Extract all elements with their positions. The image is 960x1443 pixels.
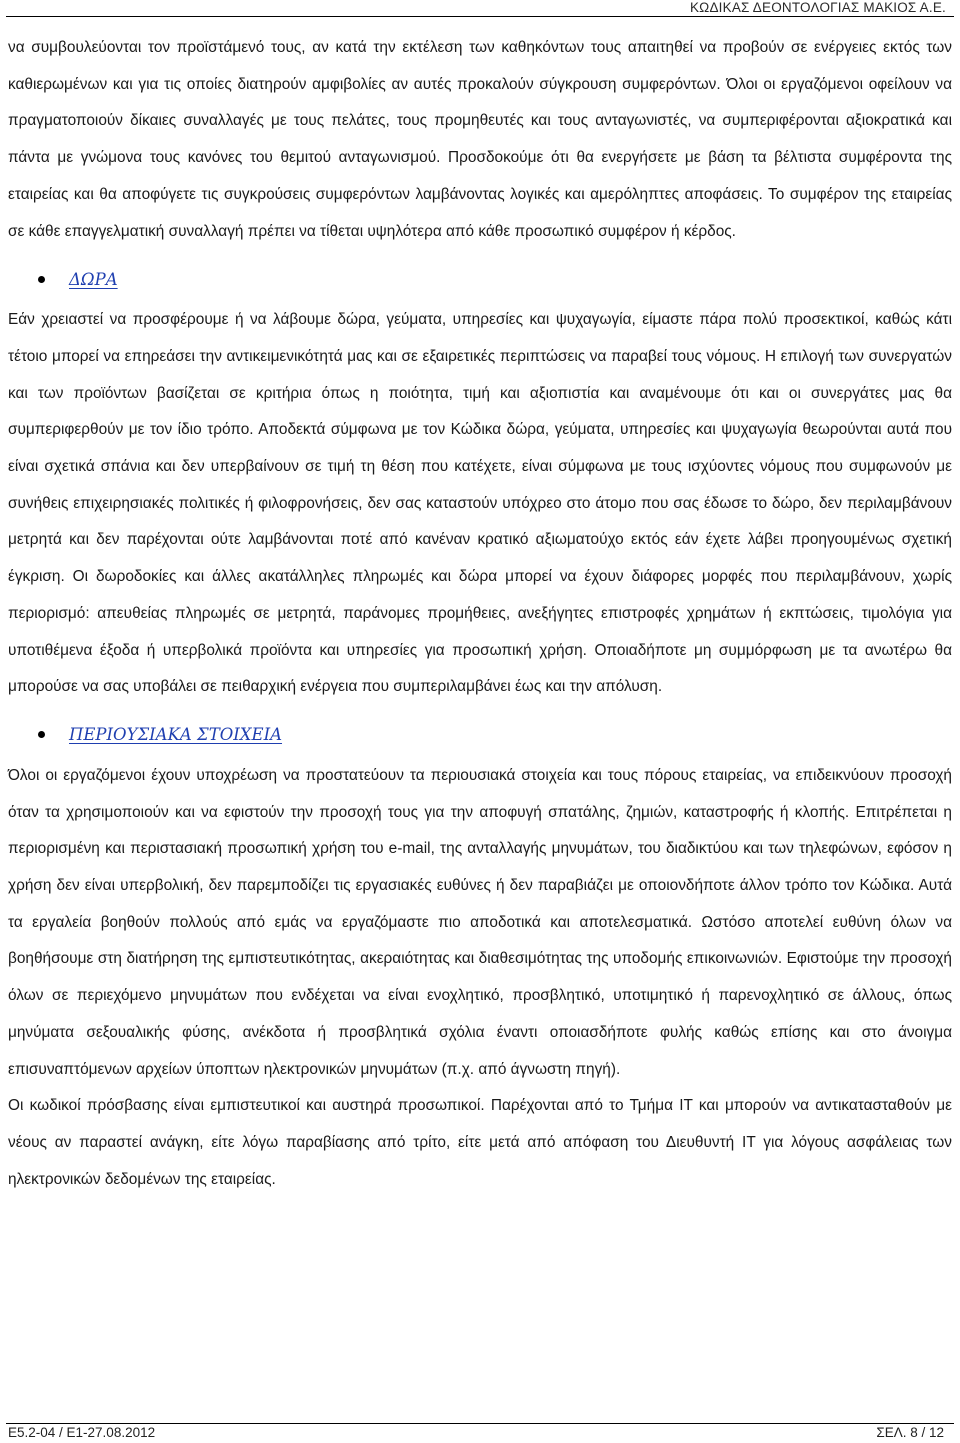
intro-paragraph: να συμβουλεύονται τον προϊστάμενό τους, αν κατά την εκτέλεση των καθηκόντων τους απαιτηθεί να προβούν σε ενέργειες εκτός των καθιερωμένων και για τις οποίες διατηρούν αμφιβολίες αν αυτές προκαλούν σύγκρουση συμφερόντων. Όλοι οι εργαζόμενοι οφείλουν να πραγματοποιούν δίκαιες συναλλαγές με τους πελάτες, τους προμηθευτές και τους ανταγωνιστές, να συμπεριφέρονται αξιοκρατικά και πάντα με γνώμονα τους κανόνες του θεμιτού ανταγωνισμού. Προσδοκούμε ότι θα ενεργήσετε με βάση τα βέλτιστα συμφέροντα της εταιρείας και θα αποφύγετε τις συγκρούσεις συμφερόντων λαμβάνοντας λογικές και αμερόληπτες αποφάσεις. Το συμφέρον της εταιρείας σε κάθε επαγγελματική συναλλαγή πρέπει να τίθεται υψηλότερα από κάθε προσωπικό συμφέρον ή κέρδος. [8,39,952,240]
header-rule [6,16,954,17]
section-title-assets: ΠΕΡΙΟΥΣΙΑΚΑ ΣΤΟΙΧΕΙΑ [69,725,283,745]
assets-paragraph-1: Όλοι οι εργαζόμενοι έχουν υποχρέωση να προστατεύουν τα περιουσιακά στοιχεία και τους πόρους εταιρείας, να επιδεικνύουν προσοχή όταν τα χρησιμοποιούν και να εφιστούν την προσοχή τους για την αποφυγή σπατάλης, ζημιών, καταστροφής ή κλοπής. Επιτρέπεται η περιορισμένη και περιστασιακή προσωπική χρήση του e-mail, της ανταλλαγής μηνυμάτων, του διαδικτύου και των τηλεφώνων, εφόσον η χρήση δεν είναι υπερβολική, δεν παρεμποδίζει τις εργασιακές ευθύνες ή δεν παραβιάζει με οποιονδήποτε άλλον τρόπο τον Κώδικα. Αυτά τα εργαλεία βοηθούν πολλούς από εμάς να εργαζόμαστε πιο αποδοτικά και αποτελεσματικά. Ωστόσο αποτελεί ευθύνη όλων να βοηθήσουμε στη διατήρηση της εμπιστευτικότητας, ακεραιότητας και διαθεσιμότητας της υποδομής επικοινωνιών. Εφιστούμε την προσοχή όλων σε περιεχόμενο μηνυμάτων που ενδέχεται να είναι ενοχλητικό, προσβλητικό, υποτιμητικό ή παρενοχλητικό σε άλλους, όπως μηνύματα σεξουαλικής φύσης, ανέκδοτα ή προσβλητικά σχόλια έναντι οποιασδήποτε φυλής καθώς επίσης και στο άνοιγμα επισυναπτόμενων αρχείων ύποπτων ηλεκτρονικών μηνυμάτων (π.χ. από άγνωστη πηγή). [8,766,952,1078]
gifts-paragraph: Εάν χρειαστεί να προσφέρουμε ή να λάβουμε δώρα, γεύματα, υπηρεσίες και ψυχαγωγία, είμαστε πάρα πολύ προσεκτικοί, καθώς κάτι τέτοιο μπορεί να επηρεάσει την αντικειμενικότητά μας και σε εξαιρετικές περιπτώσεις να παραβεί τους νόμους. Η επιλογή των συνεργατών και των προϊόντων βασίζεται σε κριτήρια όπως η ποιότητα, τιμή και αξιοπιστία και αναμένουμε ότι και οι συνεργάτες μας θα συμπεριφερθούν με τον ίδιο τρόπο. Αποδεκτά σύμφωνα με τον Κώδικα δώρα, γεύματα, υπηρεσίες και ψυχαγωγία θεωρούνται αυτά που είναι σχετικά σπάνια και δεν υπερβαίνουν σε τιμή τη θέση που κατέχετε, είναι σύμφωνα με τους ισχύοντες νόμους που συμφωνούν με συνήθεις επιχειρησιακές πολιτικές ή φιλοφρονήσεις, δεν σας καταστούν υπόχρεο στο άτομο που σας έδωσε το δώρο, δεν περιλαμβάνουν μετρητά και δεν παρέχονται ούτε λαμβάνονται ποτέ από κανέναν κρατικό αξιωματούχο εκτός εάν έχετε λάβει προηγουμένως σχετική έγκριση. Οι δωροδοκίες και άλλες ακατάλληλες πληρωμές και δώρα μπορεί να έχουν διάφορες μορφές που περιλαμβάνουν, χωρίς περιορισμό: απευθείας πληρωμές σε μετρητά, παράνομες προμήθειες, ανεξήγητες επιστροφές χρημάτων ή εκπτώσεις, τιμολόγια για υποτιθέμενα έξοδα ή υπερβολικά προϊόντα και υπηρεσίες για προσωπική χρήση. Οποιαδήποτε μη συμμόρφωση με τα ανωτέρω θα μπορούσε να σας υποβάλει σε πειθαρχική ενέργεια που συμπεριλαμβάνει έως και την απόλυση. [8,311,952,696]
footer-rule [6,1423,954,1424]
running-header: ΚΩΔΙΚΑΣ ΔΕΟΝΤΟΛΟΓΙΑΣ ΜΑΚΙΟΣ Α.Ε. [689,0,946,15]
footer-page-number: ΣΕΛ. 8 / 12 [876,1425,944,1440]
bullet-icon [38,276,45,283]
assets-paragraph-2: Οι κωδικοί πρόσβασης είναι εμπιστευτικοί και αυστηρά προσωπικοί. Παρέχονται από το Τμήμα IT και μπορούν να αντικατασταθούν με νέους αν παραστεί ανάγκη, είτε λόγω παραβίασης από τρίτο, είτε μετά από απόφαση του Διευθυντή IT για λόγους ασφάλειας των ηλεκτρονικών δεδομένων της εταιρείας. [8,1097,952,1188]
page-content [8,30,952,1198]
section-heading-assets [8,715,952,755]
footer-doc-code: Ε5.2-04 / Ε1-27.08.2012 [8,1425,156,1440]
bullet-icon [38,731,45,738]
section-title-gifts: ΔΩΡΑ [69,269,118,289]
section-heading-gifts [8,259,952,299]
